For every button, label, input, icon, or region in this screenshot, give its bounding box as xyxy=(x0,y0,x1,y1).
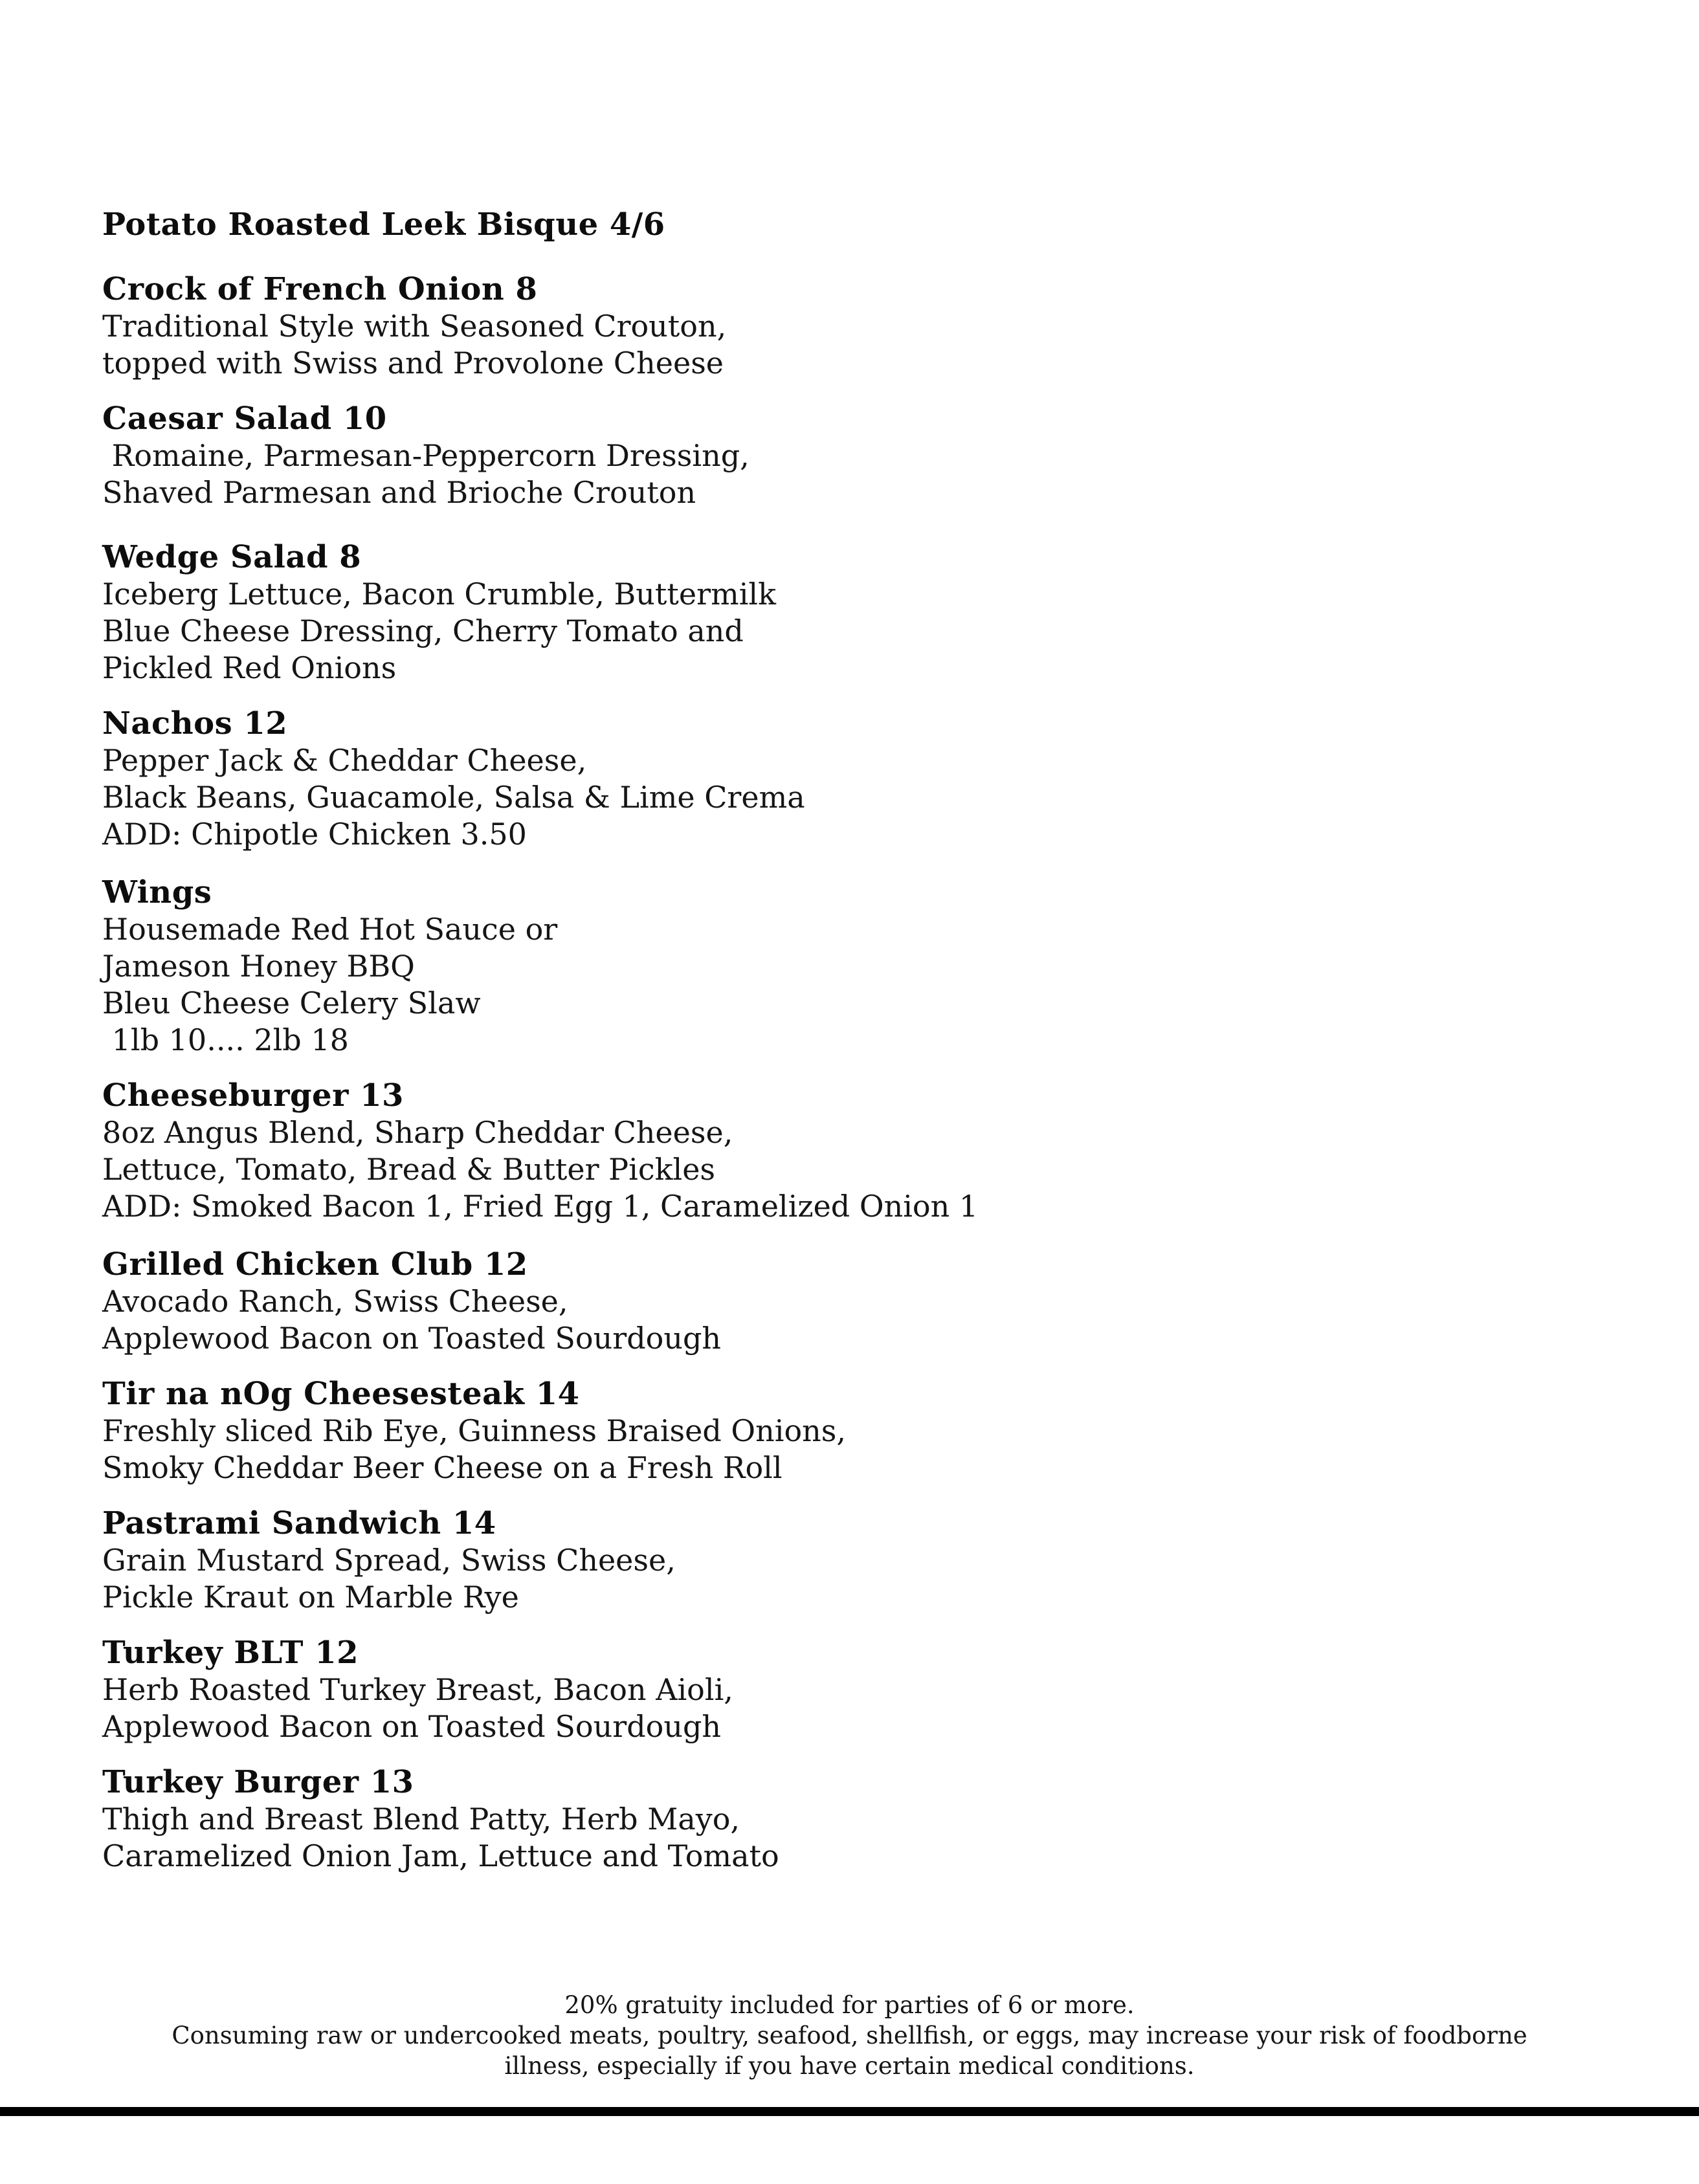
item-description: 8oz Angus Blend, Sharp Cheddar Cheese, xyxy=(102,1115,733,1150)
menu-item-cheeseburger xyxy=(102,1077,1332,1225)
item-description: Jameson Honey BBQ xyxy=(102,949,415,984)
menu-item-pastrami-sandwich xyxy=(102,1505,1332,1616)
menu-item-nachos xyxy=(102,705,1332,853)
menu-item-wings xyxy=(102,874,1332,1059)
item-description: Thigh and Breast Blend Patty, Herb Mayo, xyxy=(102,1802,740,1837)
item-title: Wedge Salad 8 xyxy=(102,539,362,575)
item-description: Caramelized Onion Jam, Lettuce and Tomato xyxy=(102,1838,779,1873)
item-title: Pastrami Sandwich 14 xyxy=(102,1505,496,1541)
item-description: ADD: Smoked Bacon 1, Fried Egg 1, Caramelized Onion 1 xyxy=(102,1189,979,1224)
item-description: Lettuce, Tomato, Bread & Butter Pickles xyxy=(102,1152,716,1187)
item-title: Cheeseburger 13 xyxy=(102,1077,404,1114)
menu-item-wedge-salad xyxy=(102,538,1332,687)
item-title: Wings xyxy=(102,874,212,910)
item-title: Turkey BLT 12 xyxy=(102,1635,359,1671)
item-description: Applewood Bacon on Toasted Sourdough xyxy=(102,1321,722,1356)
item-description: Grain Mustard Spread, Swiss Cheese, xyxy=(102,1543,676,1578)
item-description: Housemade Red Hot Sauce or xyxy=(102,912,558,947)
item-title: Grilled Chicken Club 12 xyxy=(102,1246,528,1283)
item-description: Bleu Cheese Celery Slaw xyxy=(102,986,481,1020)
menu-item-caesar-salad xyxy=(102,400,1332,511)
item-description: Blue Cheese Dressing, Cherry Tomato and xyxy=(102,613,744,648)
menu-item-cheesesteak xyxy=(102,1375,1332,1486)
bottom-rule xyxy=(0,2107,1699,2116)
item-description: Smoky Cheddar Beer Cheese on a Fresh Roll xyxy=(102,1450,783,1485)
menu-item-potato-leek-bisque xyxy=(102,206,1332,243)
gratuity-notice: 20% gratuity included for parties of 6 or more. xyxy=(564,1991,1135,2019)
item-description: 1lb 10.... 2lb 18 xyxy=(102,1022,349,1057)
item-description: Avocado Ranch, Swiss Cheese, xyxy=(102,1284,568,1319)
item-title: Nachos 12 xyxy=(102,705,288,742)
item-description: Pickled Red Onions xyxy=(102,650,397,685)
item-title: Potato Roasted Leek Bisque 4/6 xyxy=(102,206,665,243)
item-description: topped with Swiss and Provolone Cheese xyxy=(102,346,724,381)
menu-item-french-onion xyxy=(102,270,1332,382)
health-warning-line-1: Consuming raw or undercooked meats, poultry, seafood, shellfish, or eggs, may increase your risk of foodborne xyxy=(172,2022,1527,2049)
item-description: Pepper Jack & Cheddar Cheese, xyxy=(102,743,587,778)
item-title: Turkey Burger 13 xyxy=(102,1764,414,1800)
item-description: Freshly sliced Rib Eye, Guinness Braised Onions, xyxy=(102,1413,847,1448)
menu-item-grilled-chicken-club xyxy=(102,1246,1332,1357)
item-title: Caesar Salad 10 xyxy=(102,401,387,437)
item-description: Romaine, Parmesan-Peppercorn Dressing, xyxy=(102,438,750,473)
menu-list xyxy=(102,206,1332,1875)
item-description: Applewood Bacon on Toasted Sourdough xyxy=(102,1709,722,1744)
menu-item-turkey-blt xyxy=(102,1634,1332,1745)
item-description: Shaved Parmesan and Brioche Crouton xyxy=(102,475,696,510)
item-title: Crock of French Onion 8 xyxy=(102,271,538,307)
item-description: Iceberg Lettuce, Bacon Crumble, Buttermilk xyxy=(102,577,776,612)
item-description: ADD: Chipotle Chicken 3.50 xyxy=(102,817,527,852)
item-description: Herb Roasted Turkey Breast, Bacon Aioli, xyxy=(102,1672,733,1707)
item-description: Pickle Kraut on Marble Rye xyxy=(102,1580,519,1615)
health-warning-line-2: illness, especially if you have certain medical conditions. xyxy=(504,2052,1195,2080)
item-description: Black Beans, Guacamole, Salsa & Lime Crema xyxy=(102,780,805,815)
menu-item-turkey-burger xyxy=(102,1763,1332,1875)
item-description: Traditional Style with Seasoned Crouton, xyxy=(102,309,727,344)
menu-footer xyxy=(0,1990,1699,2081)
item-title: Tir na nOg Cheesesteak 14 xyxy=(102,1376,580,1412)
